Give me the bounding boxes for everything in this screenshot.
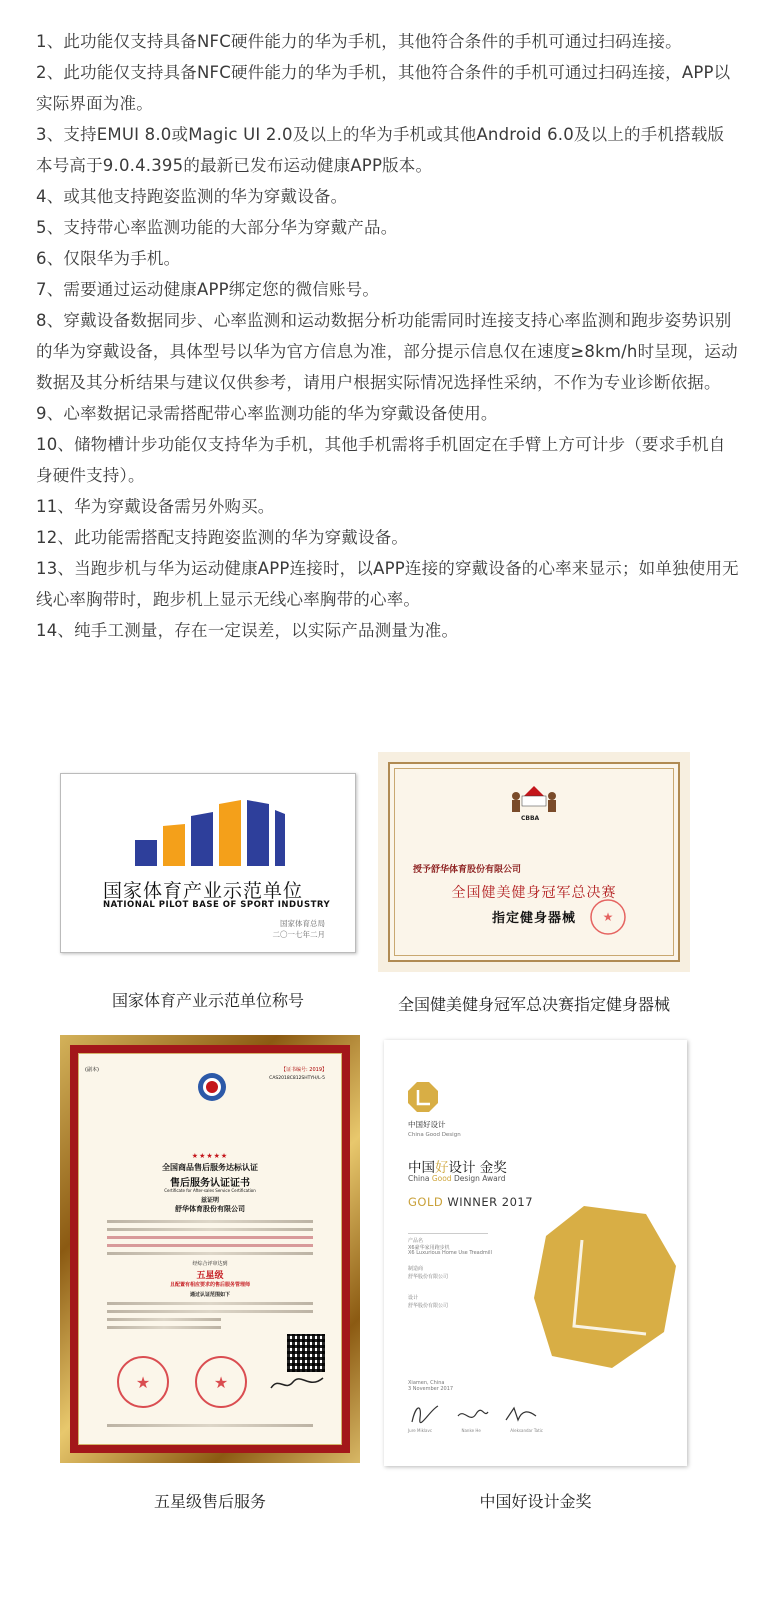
maker-label: 制造商 [408, 1266, 424, 1272]
caption-national-pilot-base: 国家体育产业示范单位称号 [111, 991, 304, 1010]
text-block [107, 1318, 221, 1321]
note-item: 4、或其他支持跑姿监测的华为穿戴设备。 [36, 187, 348, 206]
caption-five-star-service: 五星级售后服务 [153, 1492, 266, 1511]
designer-label: 设计 [408, 1295, 419, 1301]
note-item: 8、穿戴设备数据同步、心率监测和运动数据分析功能需同时连接支持心率监测和跑步姿势识别的华为穿戴设备，具体型号以华为官方信息为准，部分提示信息仅在速度≥8km/h时呈现，运动数据及其分析结果与建议仅供参考，请用户根据实际情况选择性采纳，不作为专业诊断依据。 [36, 311, 738, 392]
level-description: 且配置有相应要求的售后服务管理师 [169, 1282, 250, 1288]
note-item: 3、支持EMUI 8.0或Magic UI 2.0及以上的华为手机或其他Android 6.0及以上的手机搭载版本号高于9.0.4.395的最新已发布运动健康APP版本。 [36, 125, 725, 175]
building-logo-icon [135, 800, 285, 866]
signature-icon [408, 1400, 442, 1426]
company-name: 舒华体育股份有限公司 [175, 1205, 245, 1213]
copy-mark: (副本) [85, 1067, 99, 1073]
svg-text:★: ★ [602, 910, 614, 924]
award-title-en-part: Design Award [451, 1174, 506, 1183]
text-block [107, 1228, 313, 1231]
note-item: 7、需要通过运动健康APP绑定您的微信账号。 [36, 280, 380, 299]
certificate-title: 全国健美健身冠军总决赛 [451, 885, 617, 901]
certificate-five-star-service [60, 1035, 360, 1463]
certificate-subtitle: NATIONAL PILOT BASE OF SPORT INDUSTRY [103, 900, 331, 910]
note-item: 9、心率数据记录需搭配带心率监测功能的华为穿戴设备使用。 [36, 404, 498, 423]
cbba-logo-icon [506, 782, 562, 816]
red-seal-icon [115, 1354, 171, 1410]
brand-name-cn: 中国好设计 [408, 1120, 446, 1129]
gold-octagon-graphic-icon [534, 1206, 676, 1368]
designer-name: 舒华股份有限公司 [408, 1303, 449, 1309]
award-title-part: 中国 [408, 1160, 435, 1176]
award-title-en [408, 1174, 506, 1183]
svg-text:★: ★ [213, 1373, 229, 1392]
note-item: 14、纯手工测量，存在一定误差，以实际产品测量为准。 [36, 621, 459, 640]
text-block [107, 1326, 221, 1329]
award-winner: WINNER 2017 [443, 1195, 534, 1209]
signatory-name: Nanke He [461, 1428, 481, 1433]
maker-name: 舒华股份有限公司 [408, 1274, 449, 1280]
certificate-grant: 授予舒华体育股份有限公司 [413, 865, 522, 875]
certificate-national-pilot-base [60, 773, 356, 953]
cbba-logo-text: CBBA [521, 815, 540, 822]
five-stars-icon: ★★★★★ [191, 1152, 229, 1160]
svg-text:★: ★ [135, 1373, 151, 1392]
brand-name-en: China Good Design [408, 1132, 461, 1138]
caption-cbba: 全国健美健身冠军总决赛指定健身器械 [397, 995, 670, 1014]
certification-emblem-icon [197, 1072, 227, 1102]
level-value: 五星级 [196, 1271, 224, 1281]
product-label: 产品名 [408, 1233, 488, 1244]
text-block [107, 1310, 313, 1313]
note-item: 13、当跑步机与华为运动健康APP连接时，以APP连接的穿戴设备的心率来显示；如单独使用无线心率胸带时，跑步机上显示无线心率胸带的心率。 [36, 559, 739, 609]
note-item: 10、储物槽计步功能仅支持华为手机，其他手机需将手机固定在手臂上方可计步（要求手机自身硬件支持）。 [36, 435, 726, 485]
cert-number: CAS2018C812SHTYH/L-5 [269, 1076, 325, 1081]
award-title-good: 好 [435, 1160, 449, 1176]
notes-list [36, 26, 740, 646]
certificate-paper [78, 1053, 342, 1445]
signatory-name: Aleksandar Tatic [510, 1428, 543, 1433]
certificate-title-en: Certificate for After-sales Service Certification [164, 1188, 256, 1193]
note-item: 6、仅限华为手机。 [36, 249, 181, 268]
certificate-issuer [273, 918, 326, 940]
signature-icon [269, 1374, 325, 1394]
text-block [107, 1252, 313, 1255]
issue-date: 二〇一七年二月 [272, 930, 325, 939]
note-item: 2、此功能仅支持具备NFC硬件能力的华为手机，其他符合条件的手机可通过扫码连接，APP以实际界面为准。 [36, 63, 731, 113]
note-item: 1、此功能仅支持具备NFC硬件能力的华为手机，其他符合条件的手机可通过扫码连接。 [36, 32, 682, 51]
note-item: 12、此功能需搭配支持跑姿监测的华为穿戴设备。 [36, 528, 409, 547]
award-place: Xiamen, China [408, 1380, 445, 1386]
note-item: 11、华为穿戴设备需另外购买。 [36, 497, 275, 516]
text-block [107, 1244, 313, 1247]
text-block [107, 1424, 313, 1427]
award-date: 3 November 2017 [408, 1386, 454, 1392]
product-name: X6豪华家用跑步机 [408, 1245, 450, 1251]
certificate-subtitle: 指定健身器械 [491, 911, 576, 926]
certificate-title: 国家体育产业示范单位 [103, 880, 304, 902]
text-block [107, 1236, 313, 1239]
level-label: 经综合评审达到 [192, 1261, 228, 1267]
certificate-china-good-design [384, 1040, 687, 1466]
caption-china-good-design: 中国好设计金奖 [479, 1492, 592, 1511]
seal-icon [588, 897, 628, 937]
award-gold: GOLD [408, 1195, 444, 1209]
signatories [408, 1428, 663, 1433]
certificate-title: 售后服务认证证书 [170, 1178, 250, 1189]
text-block [107, 1302, 313, 1305]
award-title [408, 1156, 507, 1176]
brand-name [408, 1120, 461, 1140]
award-title-en-part: China [408, 1174, 432, 1183]
certificate-cbba [378, 752, 690, 972]
award-title-en-good: Good [431, 1174, 452, 1183]
red-seal-icon [193, 1354, 249, 1410]
qr-code-icon [287, 1334, 325, 1372]
signatory-name: Jure Miklavc [408, 1428, 433, 1433]
cert-number-label: 【证书编号: 2019】 [281, 1067, 327, 1073]
text-block [107, 1220, 313, 1223]
award-title-part: 设计 金奖 [448, 1160, 507, 1176]
scope-label: 通过认证范围如下 [189, 1292, 230, 1298]
award-level [408, 1195, 533, 1209]
signature-icon [504, 1404, 538, 1426]
certificate-heading: 全国商品售后服务达标认证 [162, 1163, 258, 1172]
signature-icon [456, 1406, 490, 1426]
certificate-prove: 兹证明 [200, 1197, 219, 1204]
note-item: 5、支持带心率监测功能的大部分华为穿戴产品。 [36, 218, 398, 237]
issuer-name: 国家体育总局 [280, 919, 325, 928]
good-design-logo-icon [408, 1082, 438, 1114]
product-name-en: X6 Luxurious Home Use Treadmill [408, 1250, 492, 1256]
